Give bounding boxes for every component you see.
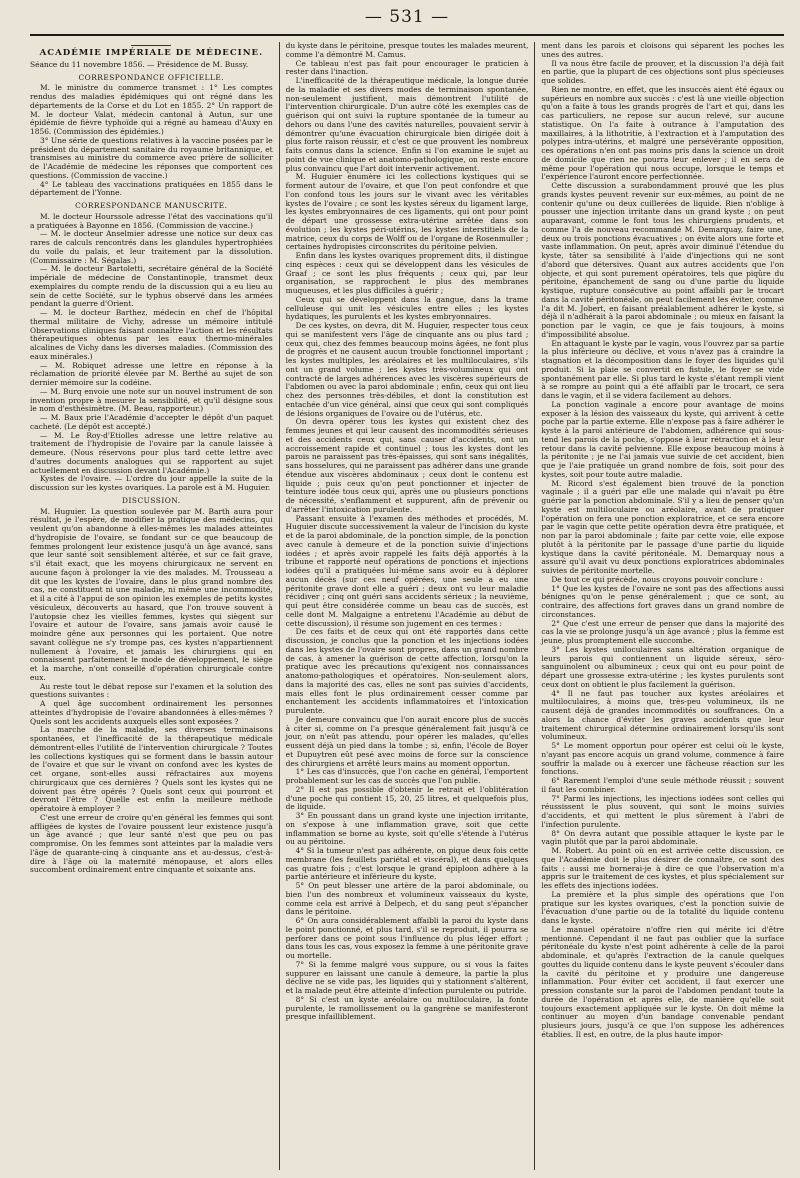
- paragraph: Enfin dans les kystes ovariques proprement dits, il distingue cinq espèces : ceux qui se développent dans les vésicules de Graaf ; ce sont les plus fréquents ; ceux qui, par leur organisation, se rapprochent le plus des membranes muqueuses, et les plus difficiles à guérir ;: [285, 251, 529, 295]
- column-2: [279, 42, 529, 1170]
- subheading-discussion: DISCUSSION.: [122, 495, 181, 505]
- paragraph: ment dans les parois et cloisons qui séparent les poches les unes des autres.: [541, 42, 785, 59]
- session-line: Séance du 11 novembre 1856. — Présidence de M. Bussy.: [30, 59, 249, 69]
- paragraph: M. Ricord s'est également bien trouvé de la ponction vaginale ; il a guéri par elle une malade qui n'avait pu être guérie par la ponction abdominale. S'il y a lieu de penser qu'un kyste est multiloculaire ou aréolaire, avant de pratiquer l'opération on fera une ponction exploratrice, et ce sera encore par le vagin que cette petite opération devra être pratiquée, et non par la paroi abdominale ; faite par cette voie, elle expose plutôt à la péritonite par le passage d'une partie du liquide kystique dans la cavité péritonéale. M. Demarquay nous a assuré qu'il avait vu deux ponctions exploratrices abdominales suivies de péritonite mortelle.: [541, 478, 785, 575]
- paragraph: Au reste tout le débat repose sur l'examen et la solution des questions suivantes :: [30, 681, 273, 700]
- paragraph: C'est une erreur de croire qu'en général les femmes qui sont affligées de kystes de l'ovaire poussent leur existence jusqu'à un âge avancé ; que leur santé n'est que peu ou pas compromise. On les femmes sont atteintes par la maladie vers l'âge de quarante-cinq à cinquante ans et au-dessus, c'est-à-dire à l'âge où la maternité ménopause, et alors elles succombent ordinairement entre cinquante et soixante ans.: [30, 812, 273, 875]
- paragraph: La première et la plus simple des opérations que l'on pratique sur les kystes ovariques, c'est la ponction suivie de l'évacuation d'une partie ou de la totalité du liquide contenu dans le kyste.: [541, 889, 785, 925]
- paragraph: La ponction vaginale a encore pour avantage de moins exposer à la lésion des vaisseaux du kyste, qui arrivent à cette poche par la partie externe. Elle n'expose pas à faire adhérer le kyste à la paroi antérieure de l'abdomen, adhérence qui sous-tend les parois de la poche, s'oppose à leur rétraction et à leur retour dans la cavité pelvienne. Elle expose beaucoup moins à la péritonite ; je ne l'ai jamais vue suivie de cet accident, bien que je l'aie pratiquée un grand nombre de fois, soit pour des kystes, soit pour toute autre maladie.: [541, 399, 785, 479]
- section-rule: [131, 45, 171, 46]
- paragraph: A quel âge succombent ordinairement les personnes atteintes d'hydropisie de l'ovaire abandonnées à elles-mêmes ? Quels sont les accidents auxquels elles sont exposées ?: [30, 699, 273, 726]
- paragraph: 1° Les cas d'insuccès, que l'on cache en général, l'emportent probablement sur les cas de succès que l'on publie.: [285, 767, 529, 785]
- paragraph: 3° En poussant dans un grand kyste une injection irritante, on s'expose à une inflammation grave, soit que cette inflammation se borne au kyste, soit qu'elle s'étende à l'utérus ou au péritoine.: [285, 811, 529, 847]
- page-header: [30, 0, 784, 34]
- header-rule: [30, 34, 784, 36]
- column-1: [30, 42, 273, 1170]
- paragraph: Passant ensuite à l'examen des méthodes et procédés, M. Huguier discute successivement la valeur de l'incision du kyste et de la paroi abdominale, de la ponction simple, de la ponction avec canule à demeure et de la ponction suivie d'injections iodées ; et après avoir rappelé les faits déjà apportés à la tribune et rapporté neuf opérations de ponctions et injections iodées qu'il a pratiquées lui-même sans avoir eu à déplorer aucun décès (sur ces neuf opérées, une seule a eu une péritonite grave dont elle a guéri ; deux ont vu leur maladie récidiver ; cinq ont guéri sans accidents sérieux ; la neuvième, qui peut être considérée comme un beau cas de succès, est celle dont M. Malgaigne a entretenu l'Académie au début de cette discussion), il résume son jugement en ces termes :: [285, 513, 529, 628]
- subheading-manuscript: CORRESPONDANCE MANUSCRITE.: [75, 201, 228, 210]
- paragraph: Cette discussion a surabondamment prouvé que les plus grands kystes peuvent revenir sur eux-mêmes, au point de ne contenir qu'une ou deux cuillerées de liquide. Rien n'oblige à pousser une injection irritante dans un grand kyste ; on peut auparavant, comme le font tous les chirurgiens prudents, et comme l'a de nouveau recommandé M. Demarquay, faire une, deux ou trois ponctions évacuatives ; on évite alors une forte et vaste inflammation. On peut, après avoir diminué l'étendue du kyste, tâter sa sensibilité à l'aide d'injections qui ne sont d'abord que détersives. Quant aux autres accidents que l'on objecte, et qui sont purement opératoires, tels que piqûre du péritoine, épanchement de sang ou d'une partie du liquide kystique, rupture consécutive au point affaibli par le trocart dans la cavité péritonéale, on peut facilement les éviter, comme l'a dit M. Jobert, en faisant préalablement adhérer le kyste, si déjà il n'adhérait à la paroi abdominale ; ou mieux en faisant la ponction par le vagin, ce que je fais toujours, à moins d'impossibilité absolue.: [541, 181, 785, 339]
- paragraph: 4° Si la tumeur n'est pas adhérente, on pique deux fois cette membrane (les feuillets pariétal et viscéral), et dans quelques cas quatre fois ; c'est lorsque le grand épiploon adhère à la partie antérieure et inférieure du kyste.: [285, 846, 529, 882]
- paragraph: 7° Parmi les injections, les injections iodées sont celles qui réussissent le plus souvent, qui sont le moins suivies d'accidents, et qui mettent le plus sûrement à l'abri de l'infection purulente.: [541, 793, 785, 829]
- page-number: — 531 —: [364, 7, 450, 27]
- section-heading: ACADÉMIE IMPÉRIALE DE MÉDECINE.: [39, 48, 264, 58]
- paragraph: La marche de la maladie, ses diverses terminaisons spontanées, et l'inefficacité de la thérapeutique médicale démontrent-elles l'utilité de l'intervention chirurgicale ? Toutes les collections kystiques qui se forment dans le bassin autour de l'ovaire et que sur le vivant on confond avec les kystes de cet organe, sont-elles aussi réfractaires aux moyens chirurgicaux que ces dernières ? Quels sont les kystes qui ne doivent pas être opérés ? Quels sont ceux qui pourront et devront l'être ? Quelle est enfin la meilleure méthode opératoire à employer ?: [30, 725, 273, 813]
- paragraph: Ce tableau n'est pas fait pour encourager le praticien à rester dans l'inaction.: [285, 58, 529, 77]
- paragraph: 2° Que c'est une erreur de penser que dans la majorité des cas la vie se prolonge jusqu'à un âge avancé ; plus la femme est jeune, plus promptement elle succombe.: [541, 618, 785, 645]
- paragraph: Il va nous être facile de prouver, et la discussion l'a déjà fait en partie, que la plupart de ces objections sont plus spécieuses que solides.: [541, 58, 785, 85]
- paragraph: Ceux qui se développent dans la gangue, dans la trame celluleuse qui unit les vésicules entre elles ; les kystes hydatiques, les purulents et les kystes embryonnaires.: [285, 294, 529, 322]
- column-3: [534, 42, 784, 1170]
- paragraph: De tout ce qui précède, nous croyons pouvoir conclure :: [551, 574, 763, 584]
- paragraph: On devra opérer tous les kystes qui existent chez des femmes jeunes et qui leur causent des incommodités sérieuses et des accidents ceux qui, sans causer d'accidents, ont un accroissement rapide et continuel ; tous les kystes dont les parois ne paraissent pas très-épaisses, qui sont sans inégalités, sans bosselures, qui ne paraissent pas adhérer dans une grande étendue aux viscères abdominaux ; ceux dont le contenu est liquide ; puis ceux qu'on peut ponctionner et injecter de teinture iodée tous ceux qui, après une ou plusieurs ponctions de nécessité, s'enflamment et suppurent, afin de prévenir ou d'arrêter l'intoxication purulente.: [285, 417, 529, 514]
- paragraph: L'inefficacité de la thérapeutique médicale, la longue durée de la maladie et ses divers modes de terminaison spontanée, non-seulement justifient, mais démontrent l'utilité de l'intervention chirurgicale. D'un autre côté les exemples cas de guérison qui ont suivi la rupture spontanée de la tumeur au dehors ou dans l'une des cavités naturelles, pouvaient servir à démontrer qu'une évacuation chirurgicale bien dirigée doit à plus forte raison réussir, et c'est ce que prouvent les nombreux faits connus dans la science. Enfin si l'on examine le sujet au point de vue clinique et anatomo-pathologique, on reste encore plus convaincu que l'art doit intervenir activement.: [285, 76, 529, 173]
- paragraph: 4° Il ne faut pas toucher aux kystes aréolaires et multiloculaires, à moins que, très-peu volumineux, ils ne causent déjà de grandes incommodités ou souffrances. On a alors la chance d'éviter les graves accidents que leur traitement chirurgical détermine ordinairement lorsqu'ils sont volumineux.: [541, 688, 785, 742]
- paragraph: — M. le docteur Barthez, médecin en chef de l'hôpital thermal militaire de Vichy, adresse un mémoire intitulé Observations cliniques faisant connaître l'action et les résultats thérapeutiques obtenus par les eaux thermo-minérales alcalines de Vichy dans les diverses maladies. (Commission des eaux minérales.): [30, 308, 273, 361]
- paragraph: 3° Les kystes uniloculaires sans altération organique de leurs parois qui contiennent un liquide séreux, séro-sanguinolent ou albumineux ; ceux qui ont eu pour point de départ une grossesse extra-utérine ; les kystes purulents sont ceux dont on obtient le plus facilement la guérison.: [541, 644, 785, 689]
- paragraph: Rien ne montre, en effet, que les insuccès aient été égaux ou supérieurs en nombre aux succès : c'est là une vieille objection qu'on a faite à tous les grands progrès de l'art et qui, dans les cas particuliers, ne repose sur aucun relevé, sur aucune statistique. On l'a faite à outrance à l'amputation des maxillaires, à la lithotritie, à l'extraction et à l'amputation des polypes intra-utérins, et malgré une persévérante opposition, ces opérations n'en ont pas moins pris dans la science un droit de domicile que rien ne pourra leur enlever ; il en sera de même pour l'opération qui nous occupe, lorsque le temps et l'expérience l'auront encore perfectionnée.: [541, 84, 785, 182]
- paragraph: — M. Robiquet adresse une lettre en réponse à la réclamation de priorité élevée par M. Berthé au sujet de son dernier mémoire sur la codéine.: [30, 360, 273, 387]
- paragraph: — M. Baux prie l'Académie d'accepter le dépôt d'un paquet cacheté. (Le dépôt est accepté.): [30, 413, 273, 431]
- paragraph: Je demeure convaincu que l'on aurait encore plus de succès à citer si, comme on l'a presque généralement fait jusqu'à ce jour, on n'eût pas attendu, pour opérer les malades, qu'elles eussent déjà un pied dans la tombe ; si, enfin, l'école de Boyer et Dupuytren eût pesé avec moins de force sur la conscience des chirurgiens et arrêté leurs mains au moment opportun.: [285, 714, 529, 768]
- paragraph: — M. Le Roy-d'Etiolles adresse une lettre relative au traitement de l'hydropisie de l'ovaire par la canule laissée à demeure. (Nous réservons pour plus tard cette lettre avec d'autres documents analogues qui se rapportent au sujet actuellement en discussion devant l'Académie.): [30, 430, 273, 475]
- paragraph: — M. le docteur Anselmier adresse une notice sur deux cas rares de calculs rencontrés dans les glandules hypertrophiées du voile du palais, et leur traitement par la dissolution. (Commissaire : M. Ségalas.): [30, 229, 273, 265]
- paragraph: 6° On aura considérablement affaibli la paroi du kyste dans le point ponctionné, et plus tard, s'il se reproduit, il pourra se perforer dans ce point sous l'influence du plus léger effort ; dans tous les cas, vous exposez la femme à une péritonite grave ou mortelle.: [285, 916, 529, 960]
- paragraph: En attaquant le kyste par le vagin, vous l'ouvrez par sa partie la plus inférieure ou déclive, et vous n'avez pas à craindre la stagnation et la décomposition dans le foyer des liquides qu'il produit. Si la plaie se convertit en fistule, le foyer se vide spontanément par elle. Si plus tard le kyste s'étant rempli vient à se rompre au point qui a été affaibli par le trocart, ce sera dans le vagin, et il se videra facilement au dehors.: [541, 338, 785, 400]
- paragraph: De ces kystes, on devra, dit M. Huguier, respecter tous ceux qui se manifestent vers l'âge de cinquante ans ou plus tard ; ceux qui, chez des femmes beaucoup moins âgées, ne font plus de progrès et ne causent aucun trouble fonctionnel important ; les kystes multiples, les aréolaires et les multiloculaires, s'ils ont un grand volume ; les kystes très-volumineux qui ont contracté de larges adhérences avec les viscères supérieurs de l'abdomen ou avec la paroi abdominale ; enfin, ceux qui ont lieu chez des personnes très-débiles, et dont la constitution est entachée d'un vice général, ainsi que ceux qui sont compliqués de lésions organiques de l'ovaire ou de l'utérus, etc.: [285, 321, 529, 418]
- paragraph: 6° Rarement l'emploi d'une seule méthode réussit ; souvent il faut les combiner.: [541, 776, 785, 794]
- paragraph: M. le ministre du commerce transmet : 1° Les comptes rendus des maladies épidémiques qui ont régné dans les départements de la Corse et du Lot en 1855. 2° Un rapport de M. le docteur Valat, médecin cantonal à Autun, sur une épidémie de fièvre typhoïde qui a régné au hameau d'Auxy en 1856. (Commission des épidémies.): [30, 83, 273, 136]
- paragraph: 5° On peut blesser une artère de la paroi abdominale, ou bien l'un des nombreux et volumineux vaisseaux du kyste, comme cela est arrivé à Delpech, et du sang peut s'épancher dans le péritoine.: [285, 881, 529, 917]
- paragraph: du kyste dans le péritoine, presque toutes les malades meurent, comme l'a démontré M. Camus.: [285, 42, 529, 59]
- paragraph: 8° On devra autant que possible attaquer le kyste par le vagin plutôt que par la paroi abdominale.: [541, 828, 785, 847]
- paragraph: Le manuel opératoire n'offre rien qui mérite ici d'être mentionné. Cependant il ne faut pas oublier que la surface péritonéale du kyste n'est point adhérente à celle de la paroi abdominale, et qu'après l'extraction de la canule quelques gouttes du liquide contenu dans le kyste peuvent s'écouler dans la cavité du péritoine et y produire une dangereuse inflammation. Pour éviter cet accident, il faut exercer une pression constante sur la paroi de l'abdomen pendant toute la durée de l'opération et après elle, de manière qu'elle soit toujours exactement appliquée sur le kyste. On doit même la continuer au moyen d'un bandage convenable pendant plusieurs jours, jusqu'à ce que l'on suppose les adhérences établies. Il est, en outre, de la plus haute impor-: [541, 924, 785, 1039]
- paragraph: M. le docteur Hourssole adresse l'état des vaccinations qu'il a pratiquées à Bayonne en 1856. (Commission de vaccine.): [30, 211, 273, 230]
- paragraph: 2° Il est pas possible d'obtenir le retrait et l'oblitération d'une poche qui contient 15, 20, 25 litres, et quelquefois plus, de liquide.: [285, 784, 529, 812]
- paragraph: — M. le docteur Bartoletti, secrétaire général de la Société impériale de médecine de Constantinople, transmet deux exemplaires du compte rendu de la discussion qui a eu lieu au sein de cette Société, sur le typhus observé dans les armées pendant la guerre d'Orient.: [30, 264, 273, 309]
- paragraph: 8° Si c'est un kyste aréolaire ou multiloculaire, la fonte purulente, le ramollissement ou la gangrène se manifesteront presque infailliblement.: [285, 994, 529, 1022]
- paragraph: 3° Une série de questions relatives à la vaccine posées par le président du département sanitaire du royaume britannique, et transmises au ministre du commerce avec prière de solliciter de l'Académie de médecine les réponses que comportent ces questions. (Commission de vaccine.): [30, 135, 273, 180]
- paragraph: 1° Que les kystes de l'ovaire ne sont pas des affections aussi bénignes qu'on le pense généralement ; que ce sont, au contraire, des affections fort graves dans un grand nombre de circonstances.: [541, 583, 785, 619]
- paragraph: — M. Burq envoie une note sur un nouvel instrument de son invention propre à mesurer la sensibilité, et qu'il désigne sous le nom d'esthésimètre. (M. Beau, rapporteur.): [30, 386, 273, 414]
- paragraph: M. Huguier. La question soulevée par M. Barth aura pour résultat, je l'espère, de modifier la pratique des médecins, qui veulent qu'on abandonne à elles-mêmes les malades atteintes d'hydropisie de l'ovaire, se fondant sur ce que beaucoup de femmes prolongent leur existence jusqu'à un âge avancé, sans que leur santé soit sensiblement altérée, et sur ce fait grave, s'il était exact, que les moyens chirurgicaux ne servent en aucune façon à prolonger la vie des malades. M. Trousseau a dit que les kystes de l'ovaire, dans le plus grand nombre des cas, ne constituent ni une maladie, ni même une incommodité, et il a cité à l'appui de son opinion les exemples de petits kystes vésiculeux, découverts au hasard, que l'on trouve souvent à l'autopsie chez les vieilles femmes, kystes qui siègent sur l'ovaire et autour de l'ovaire, sans jamais avoir causé le moindre gêne aux personnes qui les portaient. Que notre savant collègue ne s'y trompe pas, ces kystes n'appartiennent nullement à l'ovaire, et jamais les chirurgiens qui en connaissent parfaitement le mode de développement, le siège et la marche, n'ont conseillé d'opération chirurgicale contre eux.: [30, 506, 273, 682]
- text-columns: [30, 42, 784, 1170]
- paragraph: 4° Le tableau des vaccinations pratiquées en 1855 dans le département de l'Yonne.: [30, 179, 273, 198]
- paragraph: Kystes de l'ovaire. — L'ordre du jour appelle la suite de la discussion sur les kystes ovariques. La parole est à M. Huguier.: [30, 474, 273, 492]
- paragraph: 7° Si la femme malgré vous suppure, ou si vous la faites suppurer en laissant une canule à demeure, la partie la plus déclive ne se vide pas, les liquides qui y stationnent s'altèrent, et la malade peut être atteinte d'infection purulente ou putride.: [285, 959, 529, 995]
- paragraph: De ces faits et de ceux qui ont été rapportés dans cette discussion, je conclus que la ponction et les injections iodées dans les kystes de l'ovaire sont propres, dans un grand nombre de cas, à amener la guérison de cette affection, lorsqu'on la pratique avec les précautions qu'exigent nos connaissances anatomo-pathologiques et opératoires. Non-seulement alors, dans la majorité des cas, elles ne sont pas suivies d'accidents, mais elles font le plus ordinairement cesser comme par enchantement les accidents inflammatoires et l'intoxication purulente.: [285, 627, 529, 715]
- paragraph: M. Robert. Au point où en est arrivée cette discussion, ce que l'Académie doit le plus désirer de connaître, ce sont des faits : aussi me bornerai-je à dire ce que l'observation m'a appris sur le traitement de ces kystes, et plus spécialement sur les effets des injections iodées.: [541, 846, 785, 890]
- paragraph: 5° Le moment opportun pour opérer est celui où le kyste, n'ayant pas encore acquis un grand volume, commence à faire souffrir la malade ou à exercer une fâcheuse réaction sur les fonctions.: [541, 741, 785, 777]
- subheading-official: CORRESPONDANCE OFFICIELLE.: [78, 72, 225, 82]
- paragraph: M. Huguier énumère ici les collections kystiques qui se forment autour de l'ovaire, et que l'on peut confondre et que l'on confond tous les jours sur le vivant avec les véritables kystes de l'ovaire ; ce sont les kystes séreux du ligament large, les kystes embryonnaires de ces ligaments, qui ont pour point de départ une grossesse extra-utérine arrêtée dans son évolution ; les kystes péri-utérins, les kystes interstitiels de la matrice, ceux du corps de Wolff ou de l'organe de Rosenmuller ; certaines hydropisies circonscrites du péritoine pelvien.: [285, 172, 529, 252]
